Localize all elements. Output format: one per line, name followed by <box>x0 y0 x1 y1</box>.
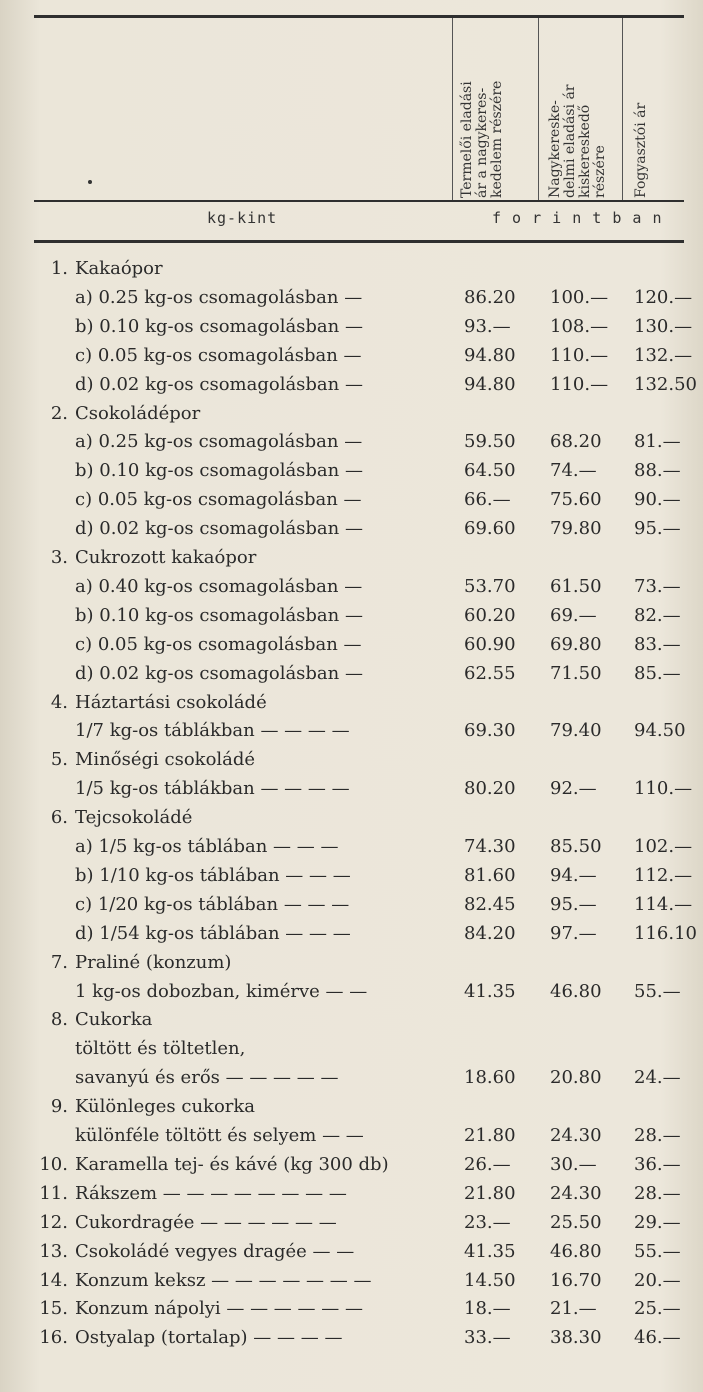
table-row <box>0 716 703 745</box>
row-number: 12. <box>39 1211 68 1233</box>
consumer-price: 55.— <box>634 1240 681 1262</box>
producer-price: 59.50 <box>464 431 516 453</box>
row-label: b) 0.10 kg-os csomagolásban — <box>75 604 363 626</box>
table-row <box>0 543 703 572</box>
consumer-price: 132.— <box>634 344 693 366</box>
producer-price: 21.80 <box>464 1182 516 1204</box>
row-label: a) 0.40 kg-os csomagolásban — <box>75 575 363 597</box>
table-row <box>0 977 703 1006</box>
table-row <box>0 1323 703 1352</box>
wholesale-price: 68.20 <box>550 431 602 453</box>
table-row <box>0 1005 703 1034</box>
row-label: Tejcsokoládé <box>75 807 193 829</box>
table-row <box>0 427 703 456</box>
row-number: 15. <box>39 1298 68 1320</box>
producer-price: 62.55 <box>464 662 516 684</box>
producer-price: 93.— <box>464 315 511 337</box>
table-row <box>0 1121 703 1150</box>
row-label: d) 0.02 kg-os csomagolásban — <box>75 373 363 395</box>
row-number: 14. <box>39 1269 68 1291</box>
table-row <box>0 688 703 717</box>
table-row <box>0 832 703 861</box>
table-row <box>0 919 703 948</box>
row-number: 7. <box>50 951 68 973</box>
consumer-price: 116.10 <box>634 922 697 944</box>
wholesale-price: 46.80 <box>550 980 602 1002</box>
row-label: Konzum nápolyi — — — — — — <box>75 1298 363 1320</box>
row-label: Kakaópor <box>75 258 163 279</box>
row-label: c) 0.05 kg-os csomagolásban — <box>75 633 362 655</box>
row-label: Háztartási csokoládé <box>75 691 267 713</box>
row-number: 10. <box>39 1153 68 1175</box>
wholesale-price: 110.— <box>550 373 609 395</box>
header-rule <box>34 200 684 202</box>
consumer-price: 81.— <box>634 431 681 453</box>
row-label: d) 0.02 kg-os csomagolásban — <box>75 662 363 684</box>
consumer-price: 46.— <box>634 1327 681 1349</box>
row-number: 9. <box>50 1096 68 1118</box>
consumer-price: 85.— <box>634 662 681 684</box>
table-row <box>0 1208 703 1237</box>
producer-price: 86.20 <box>464 286 516 308</box>
producer-price: 14.50 <box>464 1269 516 1291</box>
producer-price: 81.60 <box>464 864 516 886</box>
row-number: 8. <box>50 1009 68 1031</box>
row-number: 1. <box>50 258 68 279</box>
consumer-price: 102.— <box>634 836 693 857</box>
table-row <box>0 1266 703 1295</box>
table-row <box>0 370 703 399</box>
wholesale-price: 30.— <box>550 1153 597 1175</box>
table-row <box>0 1150 703 1179</box>
producer-price: 60.90 <box>464 633 516 655</box>
consumer-price: 112.— <box>634 864 693 886</box>
consumer-price: 73.— <box>634 575 681 597</box>
row-label: a) 0.25 kg-os csomagolásban — <box>75 286 363 308</box>
row-label: Praliné (konzum) <box>75 951 232 973</box>
row-label: b) 1/10 kg-os táblában — — — <box>75 864 351 886</box>
table-row <box>0 745 703 774</box>
table-row <box>0 948 703 977</box>
wholesale-price: 85.50 <box>550 836 602 857</box>
wholesale-price: 95.— <box>550 893 597 915</box>
consumer-price: 114.— <box>634 893 693 915</box>
consumer-price: 24.— <box>634 1067 681 1089</box>
producer-price: 80.20 <box>464 778 516 800</box>
row-number: 13. <box>39 1240 68 1262</box>
table-row <box>0 399 703 428</box>
wholesale-price: 74.— <box>550 460 597 482</box>
header-divider <box>538 18 539 200</box>
wholesale-price: 20.80 <box>550 1067 602 1089</box>
wholesale-price: 71.50 <box>550 662 602 684</box>
currency-label: f o r i n t b a n <box>492 209 663 227</box>
header-divider <box>452 18 453 200</box>
producer-price: 82.45 <box>464 893 516 915</box>
producer-price: 64.50 <box>464 460 516 482</box>
producer-price: 69.30 <box>464 720 516 742</box>
table-row <box>0 572 703 601</box>
table-row <box>0 341 703 370</box>
row-label: Rákszem — — — — — — — — <box>75 1182 347 1204</box>
table-row <box>0 1034 703 1063</box>
wholesale-price: 92.— <box>550 778 597 800</box>
table-row <box>0 1179 703 1208</box>
wholesale-price: 46.80 <box>550 1240 602 1262</box>
row-label: Csokoládé vegyes dragée — — <box>75 1240 355 1262</box>
consumer-price: 90.— <box>634 489 681 511</box>
producer-price: 94.80 <box>464 344 516 366</box>
row-label: Ostyalap (tortalap) — — — — <box>75 1327 343 1349</box>
header-wholesale-price: Nagykereske- delmi eladási ár kiskereskedő részére <box>547 84 608 198</box>
producer-price: 41.35 <box>464 980 516 1002</box>
table-row <box>0 890 703 919</box>
row-label: 1/5 kg-os táblákban — — — — <box>75 778 350 800</box>
row-number: 2. <box>50 402 68 424</box>
row-label: Konzum keksz — — — — — — — <box>75 1269 372 1291</box>
table-row <box>0 485 703 514</box>
consumer-price: 95.— <box>634 518 681 540</box>
table-row <box>0 1237 703 1266</box>
wholesale-price: 110.— <box>550 344 609 366</box>
producer-price: 33.— <box>464 1327 511 1349</box>
row-number: 11. <box>39 1182 68 1204</box>
wholesale-price: 69.80 <box>550 633 602 655</box>
row-label: a) 1/5 kg-os táblában — — — <box>75 836 339 857</box>
table-row <box>0 803 703 832</box>
table-row <box>0 601 703 630</box>
producer-price: 60.20 <box>464 604 516 626</box>
row-label: a) 0.25 kg-os csomagolásban — <box>75 431 363 453</box>
row-label: Cukorka <box>75 1009 153 1031</box>
wholesale-price: 108.— <box>550 315 609 337</box>
wholesale-price: 100.— <box>550 286 609 308</box>
producer-price: 74.30 <box>464 836 516 857</box>
row-number: 3. <box>50 547 68 568</box>
producer-price: 21.80 <box>464 1125 516 1146</box>
row-label: Csokoládépor <box>75 402 201 424</box>
row-label: Minőségi csokoládé <box>75 749 256 771</box>
row-label: Karamella tej- és kávé (kg 300 db) <box>75 1153 389 1175</box>
consumer-price: 120.— <box>634 286 693 308</box>
consumer-price: 20.— <box>634 1269 681 1291</box>
header-consumer-price: Fogyasztói ár <box>633 102 649 198</box>
wholesale-price: 25.50 <box>550 1211 602 1233</box>
wholesale-price: 24.30 <box>550 1125 602 1146</box>
consumer-price: 55.— <box>634 980 681 1002</box>
consumer-price: 29.— <box>634 1211 681 1233</box>
consumer-price: 25.— <box>634 1298 681 1320</box>
table-row <box>0 254 703 283</box>
row-label: töltött és töltetlen, <box>75 1038 246 1060</box>
consumer-price: 88.— <box>634 460 681 482</box>
producer-price: 18.— <box>464 1298 511 1320</box>
table-row <box>0 283 703 312</box>
row-number: 4. <box>50 691 68 713</box>
wholesale-price: 75.60 <box>550 489 602 511</box>
producer-price: 18.60 <box>464 1067 516 1089</box>
row-label: Cukordragée — — — — — — <box>75 1211 337 1233</box>
row-label: 1 kg-os dobozban, kimérve — — <box>75 980 368 1002</box>
stray-dot <box>88 180 92 184</box>
wholesale-price: 94.— <box>550 864 597 886</box>
consumer-price: 132.50 <box>634 373 697 395</box>
row-label: d) 1/54 kg-os táblában — — — <box>75 922 351 944</box>
row-number: 16. <box>39 1327 68 1349</box>
wholesale-price: 21.— <box>550 1298 597 1320</box>
wholesale-price: 79.80 <box>550 518 602 540</box>
consumer-price: 83.— <box>634 633 681 655</box>
row-number: 5. <box>50 749 68 771</box>
producer-price: 69.60 <box>464 518 516 540</box>
row-number: 6. <box>50 807 68 829</box>
row-label: Különleges cukorka <box>75 1096 256 1118</box>
row-label: különféle töltött és selyem — — <box>75 1125 364 1146</box>
wholesale-price: 69.— <box>550 604 597 626</box>
producer-price: 53.70 <box>464 575 516 597</box>
header-producer-price: Termelői eladási ár a nagykeres- kedelem részére <box>459 80 505 198</box>
producer-price: 41.35 <box>464 1240 516 1262</box>
row-label: c) 0.05 kg-os csomagolásban — <box>75 344 362 366</box>
table-row <box>0 861 703 890</box>
consumer-price: 82.— <box>634 604 681 626</box>
row-label: c) 0.05 kg-os csomagolásban — <box>75 489 362 511</box>
wholesale-price: 79.40 <box>550 720 602 742</box>
table-row <box>0 514 703 543</box>
table-row <box>0 630 703 659</box>
wholesale-price: 16.70 <box>550 1269 602 1291</box>
row-label: b) 0.10 kg-os csomagolásban — <box>75 315 363 337</box>
row-label: Cukrozott kakaópor <box>75 547 257 568</box>
unit-rule <box>34 240 684 243</box>
producer-price: 94.80 <box>464 373 516 395</box>
wholesale-price: 38.30 <box>550 1327 602 1349</box>
table-row <box>0 1063 703 1092</box>
row-label: b) 0.10 kg-os csomagolásban — <box>75 460 363 482</box>
row-label: c) 1/20 kg-os táblában — — — <box>75 893 350 915</box>
table-row <box>0 1294 703 1323</box>
consumer-price: 130.— <box>634 315 693 337</box>
consumer-price: 28.— <box>634 1125 681 1146</box>
row-label: 1/7 kg-os táblákban — — — — <box>75 720 350 742</box>
table-row <box>0 312 703 341</box>
table-row <box>0 1092 703 1121</box>
producer-price: 84.20 <box>464 922 516 944</box>
row-label: d) 0.02 kg-os csomagolásban — <box>75 518 363 540</box>
row-label: savanyú és erős — — — — — <box>75 1067 339 1089</box>
wholesale-price: 24.30 <box>550 1182 602 1204</box>
consumer-price: 28.— <box>634 1182 681 1204</box>
consumer-price: 94.50 <box>634 720 686 742</box>
table-row <box>0 456 703 485</box>
table-row <box>0 774 703 803</box>
consumer-price: 36.— <box>634 1153 681 1175</box>
wholesale-price: 97.— <box>550 922 597 944</box>
unit-label: kg-kint <box>207 209 278 227</box>
header-divider <box>622 18 623 200</box>
producer-price: 23.— <box>464 1211 511 1233</box>
table-row <box>0 659 703 688</box>
producer-price: 26.— <box>464 1153 511 1175</box>
consumer-price: 110.— <box>634 778 693 800</box>
producer-price: 66.— <box>464 489 511 511</box>
wholesale-price: 61.50 <box>550 575 602 597</box>
